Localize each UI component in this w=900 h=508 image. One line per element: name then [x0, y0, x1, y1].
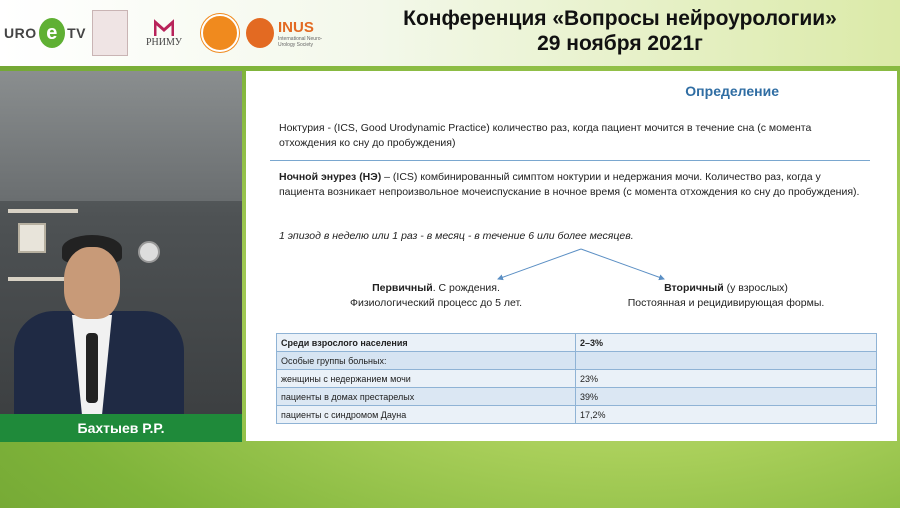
table-row [277, 370, 877, 388]
episode-frequency: 1 эпизод в неделю или 1 раз - в месяц - в течение 6 или более месяцев. [279, 230, 634, 242]
conference-date: 29 ноября 2021г [537, 32, 703, 55]
table-cell: 39% [576, 388, 877, 406]
video-picture-frame [18, 223, 46, 253]
primary-term: Первичный [372, 282, 433, 294]
inus-logo [246, 10, 326, 56]
table-cell: 17,2% [576, 406, 877, 424]
secondary-description: Постоянная и рецидивирующая формы. [627, 297, 825, 309]
prevalence-table [276, 333, 877, 424]
table-cell [576, 352, 877, 370]
society-logo-circle [201, 14, 239, 52]
rnimu-logo [134, 10, 194, 56]
table-cell: Особые группы больных: [277, 352, 576, 370]
enuresis-definition [279, 170, 869, 200]
video-shelf [8, 209, 78, 213]
table-cell: 2–3% [576, 334, 877, 352]
rnimu-m-icon [154, 19, 174, 37]
video-background-wall [0, 71, 242, 201]
urotv-logo-left: URO [4, 25, 37, 41]
urotv-logo-right: TV [67, 25, 86, 41]
society-logo [200, 10, 240, 56]
speaker-head [64, 247, 120, 319]
presentation-slide [246, 71, 897, 441]
inus-logo-subtext: International Neuro-Urology Society [278, 35, 323, 48]
table-cell: пациенты в домах престарелых [277, 388, 576, 406]
table-row [277, 334, 877, 352]
secondary-rest: (у взрослых) [723, 282, 788, 294]
table-cell: женщины с недержанием мочи [277, 370, 576, 388]
primary-enuresis [326, 281, 546, 311]
microphone-icon [86, 333, 98, 403]
inus-emblem-icon [246, 18, 274, 48]
slide-divider [270, 160, 870, 161]
branch-arrows-icon [486, 247, 676, 285]
table-row [277, 406, 877, 424]
primary-rest: . С рождения. [432, 282, 500, 294]
inus-logo-text: INUS [278, 18, 314, 36]
rnimu-logo-text: РНИМУ [146, 36, 182, 48]
speaker-name-bar [0, 414, 242, 442]
video-wall-clock [138, 241, 160, 263]
nocturia-definition: Ноктурия - (ICS, Good Urodynamic Practice) количество раз, когда пациент мочится в течение сна (с момента отхождения ко сну до пробуждения) [279, 122, 812, 149]
table-cell: пациенты с синдромом Дауна [277, 406, 576, 424]
table-cell: 23% [576, 370, 877, 388]
speaker-name: Бахтыев Р.Р. [77, 420, 165, 436]
table-cell: Среди взрослого населения [277, 334, 576, 352]
secondary-enuresis [596, 281, 856, 311]
table-row [277, 388, 877, 406]
primary-description: Физиологический процесс до 5 лет. [349, 297, 523, 309]
urotv-logo [4, 10, 86, 56]
speaker-video [0, 71, 242, 441]
enuresis-text: – (ICS) комбинированный симптом ноктурии и недержания мочи. Количество раз, когда у пациента возникает непроизвольное мочеиспускание в ночное время (с момента отхождения ко сну до пробуждения). [279, 171, 860, 198]
logo-strip [4, 8, 326, 58]
conference-header [0, 0, 900, 66]
urotv-logo-circle: e [39, 18, 65, 48]
enuresis-term: Ночной энурез (НЭ) [279, 171, 382, 183]
secondary-term: Вторичный [664, 282, 724, 294]
table-row [277, 352, 877, 370]
conference-title [360, 6, 880, 56]
conference-title-line1: Конференция «Вопросы нейроурологии» [403, 7, 837, 30]
university-crest-logo [92, 10, 128, 56]
slide-title: Определение [685, 83, 779, 99]
